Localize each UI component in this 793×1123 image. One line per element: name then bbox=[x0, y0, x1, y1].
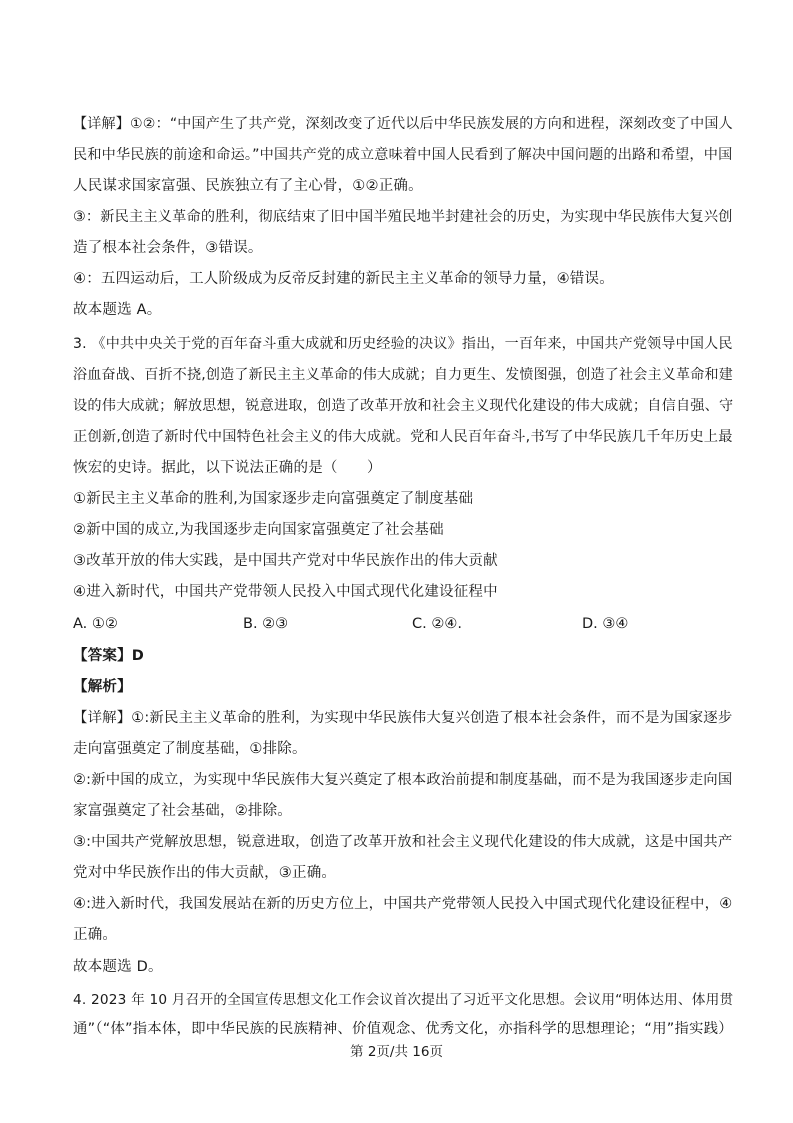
statement-item: ②新中国的成立,为我国逐步走向国家富强奠定了社会基础 bbox=[73, 522, 444, 538]
text-line: 浴血奋战、百折不挠,创造了新民主主义革命的伟大成就；自力更生、发愤图强，创造了社会主义革命和建 bbox=[73, 367, 734, 383]
text-line: 走向富强奠定了制度基础，①排除。 bbox=[73, 741, 307, 757]
text-line: ③:中国共产党解放思想，锐意进取，创造了改革开放和社会主义现代化建设的伟大成就，这是中国共产 bbox=[73, 834, 733, 850]
text-line: 故本题选 A。 bbox=[73, 302, 162, 318]
text-line: ②:新中国的成立，为实现中华民族伟大复兴奠定了根本政治前提和制度基础，而不是为我国逐步走向国 bbox=[73, 772, 733, 788]
page-footer: 第 2页/共 16页 bbox=[350, 1044, 443, 1060]
text-line: 人民谋求国家富强、民族独立有了主心骨，①②正确。 bbox=[73, 178, 423, 194]
option-b: B. ②③ bbox=[243, 616, 289, 632]
text-line: 造了根本社会条件，③错误。 bbox=[73, 240, 263, 256]
question-4-stem: 4. 2023 年 10 月召开的全国宣传思想文化工作会议首次提出了习近平文化思想。会议用“明体达用、体用贯 bbox=[73, 992, 734, 1008]
statement-item: ④进入新时代，中国共产党带领人民投入中国式现代化建设征程中 bbox=[73, 584, 498, 600]
text-line: 家富强奠定了社会基础，②排除。 bbox=[73, 803, 292, 819]
text-line: 通”（“体”指本体，即中华民族的民族精神、价值观念、优秀文化，亦指科学的思想理论；“用”指实践） bbox=[73, 1021, 733, 1037]
answer-label: 【答案】D bbox=[73, 648, 145, 664]
text-line: ④:进入新时代，我国发展站在新的历史方位上，中国共产党带领人民投入中国式现代化建设征程中，④ bbox=[73, 896, 733, 912]
text-line: 正创新,创造了新时代中国特色社会主义的伟大成就。党和人民百年奋斗,书写了中华民族几千年历史上最 bbox=[73, 429, 733, 445]
option-d: D. ③④ bbox=[582, 616, 629, 632]
statement-item: ①新民主主义革命的胜利,为国家逐步走向富强奠定了制度基础 bbox=[73, 491, 474, 507]
option-a: A. ①② bbox=[73, 616, 118, 632]
text-line: 【详解】①②：“中国产生了共产党，深刻改变了近代以后中华民族发展的方向和进程，深刻改变了中国人 bbox=[73, 116, 733, 132]
text-line: 正确。 bbox=[73, 927, 118, 943]
analysis-label: 【解析】 bbox=[73, 679, 132, 695]
text-line: 党对中华民族作出的伟大贡献，③正确。 bbox=[73, 865, 337, 881]
text-line: ④：五四运动后，工人阶级成为反帝反封建的新民主主义革命的领导力量，④错误。 bbox=[73, 271, 614, 287]
text-line: 故本题选 D。 bbox=[73, 959, 163, 975]
statement-item: ③改革开放的伟大实践，是中国共产党对中华民族作出的伟大贡献 bbox=[73, 553, 498, 569]
option-c: C. ②④. bbox=[412, 616, 462, 632]
text-line: 设的伟大成就；解放思想，锐意进取，创造了改革开放和社会主义现代化建设的伟大成就；自信自强、守 bbox=[73, 398, 734, 414]
question-3-stem: 3. 《中共中央关于党的百年奋斗重大成就和历史经验的决议》指出，一百年来，中国共产党领导中国人民 bbox=[73, 336, 733, 352]
text-line: 【详解】①:新民主主义革命的胜利，为实现中华民族伟大复兴创造了根本社会条件，而不是为国家逐步 bbox=[73, 710, 733, 726]
text-line: 恢宏的史诗。据此，以下说法正确的是（ ） bbox=[73, 460, 382, 476]
text-line: 民和中华民族的前途和命运。”中国共产党的成立意味着中国人民看到了解决中国问题的出路和希望，中国 bbox=[73, 147, 733, 163]
text-line: ③：新民主主义革命的胜利，彻底结束了旧中国半殖民地半封建社会的历史，为实现中华民族伟大复兴创 bbox=[73, 209, 733, 225]
